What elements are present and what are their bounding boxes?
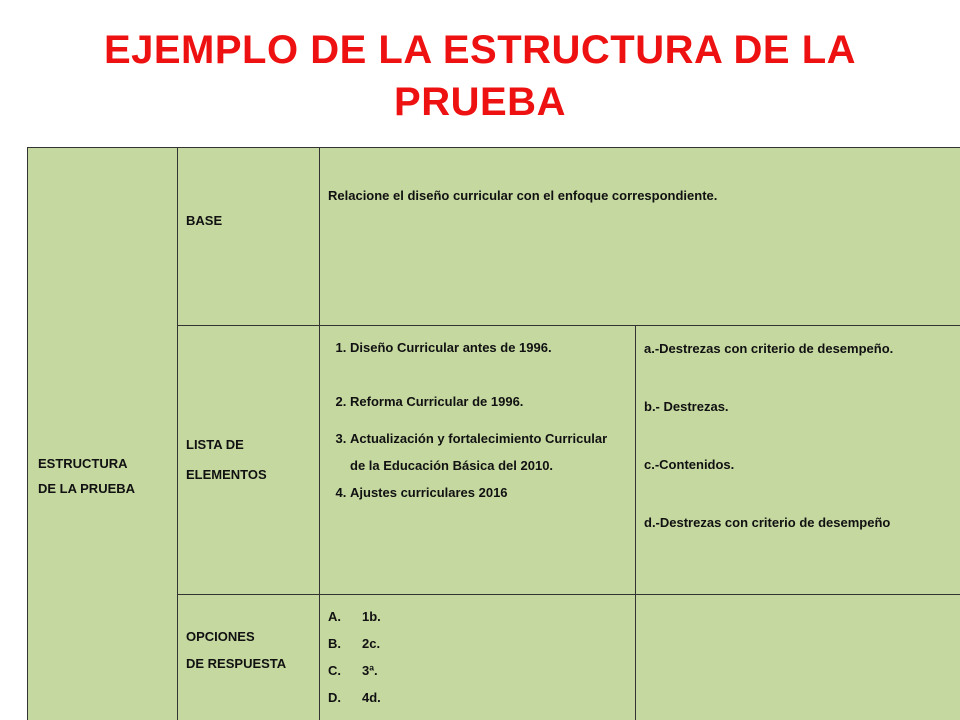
option-value: 4d. (362, 690, 381, 705)
options-label-cell (178, 595, 320, 720)
option-item (328, 630, 625, 657)
row-header-line-1: ESTRUCTURA (38, 455, 128, 471)
choice-item: c.-Contenidos. (644, 457, 735, 472)
choice-item: d.-Destrezas con criterio de desempeño (644, 515, 891, 530)
list-label-line-2: ELEMENTOS (186, 467, 267, 482)
list-item: 4. Ajustes curriculares 2016 (350, 479, 625, 506)
base-label: BASE (186, 213, 223, 228)
option-item (328, 657, 625, 684)
structure-table (27, 147, 960, 720)
option-item (328, 603, 625, 630)
option-letter: C. (328, 663, 341, 678)
base-text: Relacione el diseño curricular con el enfoque correspondiente. (328, 188, 718, 203)
base-label-cell (178, 148, 320, 326)
options-label-line-2: DE RESPUESTA (186, 656, 287, 671)
list-choices-cell (636, 326, 960, 595)
choice-item: b.- Destrezas. (644, 399, 729, 414)
choice-item: a.-Destrezas con criterio de desempeño. (644, 341, 894, 356)
option-value: 3ª. (362, 663, 378, 678)
element-list (328, 334, 625, 506)
option-value: 1b. (362, 609, 381, 624)
options-label-line-1: OPCIONES (186, 629, 255, 644)
option-letter: D. (328, 690, 341, 705)
page-title (0, 24, 960, 128)
list-label-cell (178, 326, 320, 595)
row-header-cell (28, 148, 178, 720)
option-letter: A. (328, 609, 341, 624)
base-text-cell (320, 148, 960, 326)
table-row-base (28, 148, 960, 326)
title-line-2: PRUEBA (394, 80, 566, 124)
option-item (328, 684, 625, 711)
list-item: 3. Actualización y fortalecimiento Curricular de la Educación Básica del 2010. (350, 425, 625, 479)
list-item: 1. Diseño Curricular antes de 1996. (350, 334, 625, 361)
option-letter: B. (328, 636, 341, 651)
options-empty-cell (636, 595, 960, 720)
options-cell (320, 595, 636, 720)
row-header-line-2: DE LA PRUEBA (38, 480, 136, 496)
option-value: 2c. (362, 636, 381, 651)
list-item: 2. Reforma Curricular de 1996. (350, 388, 625, 415)
list-items-cell (320, 326, 636, 595)
title-line-1: EJEMPLO DE LA ESTRUCTURA DE LA (103, 28, 857, 72)
list-label-line-1: LISTA DE (186, 437, 244, 452)
